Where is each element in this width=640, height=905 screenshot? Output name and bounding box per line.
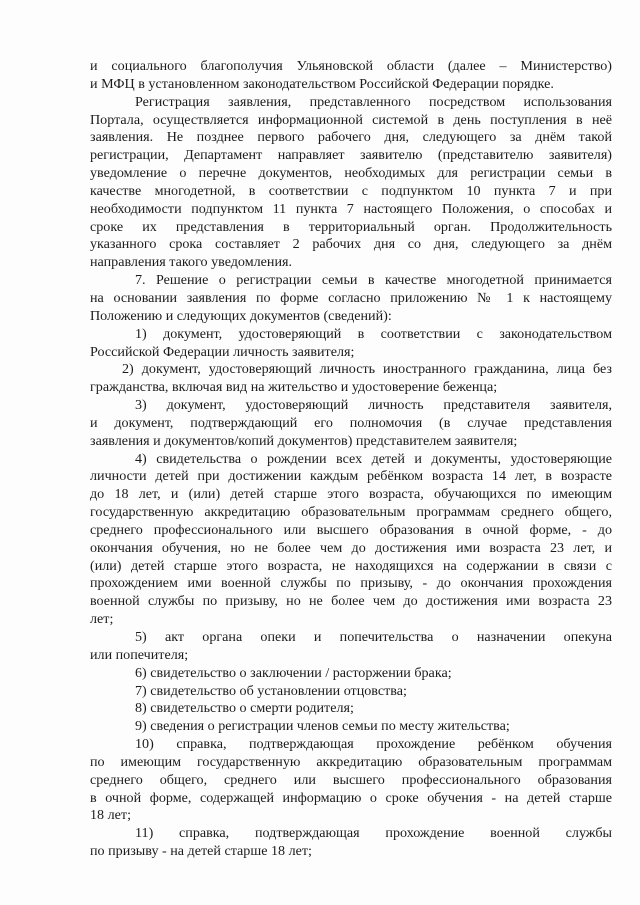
- text-line: уведомление о перечне документов, необходимых для регистрации семьи в: [90, 165, 612, 182]
- text-line: по призыву - на детей старше 18 лет;: [90, 843, 312, 860]
- text-line: среднего профессионального или высшего образования в очной форме, - до: [90, 521, 612, 538]
- paragraph: [90, 700, 612, 718]
- text-line: 7) свидетельство об установлении отцовства;: [135, 682, 407, 699]
- text-line: до 18 лет, и (или) детей старше этого возраста, обучающихся по имеющим: [90, 486, 612, 503]
- text-line: и социального благополучия Ульяновской области (далее – Министерство): [90, 58, 612, 74]
- paragraph: [90, 629, 612, 665]
- text-line: 3) документ, удостоверяющий личность представителя заявителя,: [135, 397, 612, 414]
- text-line: необходимости подпунктом 11 пункта 7 настоящего Положения, о способах и: [90, 200, 612, 217]
- text-line: 6) свидетельство о заключении / расторжении брака;: [135, 664, 452, 681]
- text-line: Портала, осуществляется информационной системой в день поступления в неё: [90, 111, 612, 128]
- paragraph: [90, 736, 612, 825]
- text-line: военной службы по призыву, но не более чем до достижения ими возраста 23: [90, 593, 612, 610]
- text-line: государственную аккредитацию образовательным программам среднего общего,: [90, 504, 612, 521]
- text-line: указанного срока составляет 2 рабочих дня со дня, следующего за днём: [90, 236, 612, 253]
- text-line: лет;: [90, 611, 114, 628]
- paragraph: [90, 683, 612, 701]
- paragraph: [90, 361, 612, 397]
- text-line: личности детей при достижении каждым ребёнком возраста 14 лет, в возрасте: [90, 468, 612, 485]
- text-line: 2) документ, удостоверяющий личность иностранного гражданина, лица без: [122, 361, 612, 378]
- text-line: направления такого уведомления.: [90, 254, 293, 271]
- text-line: 8) свидетельство о смерти родителя;: [135, 700, 354, 717]
- text-line: 4) свидетельства о рождении всех детей и документы, удостоверяющие: [135, 450, 612, 467]
- text-line: 5) акт органа опеки и попечительства о назначении опекуна: [135, 629, 612, 645]
- text-line: Положению и следующих документов (сведений):: [90, 307, 392, 324]
- text-line: (или) детей старше этого возраста, не находящихся на содержании в связи с: [90, 557, 612, 574]
- text-line: Регистрация заявления, представленного посредством использования: [135, 93, 612, 110]
- text-line: 9) сведения о регистрации членов семьи по месту жительства;: [135, 718, 510, 735]
- paragraph: [90, 825, 612, 861]
- text-line: 10) справка, подтверждающая прохождение ребёнком обучения: [135, 736, 612, 753]
- text-line: 1) документ, удостоверяющий в соответствии с законодательством: [135, 325, 612, 342]
- paragraph: [90, 718, 612, 736]
- paragraph: [90, 58, 612, 94]
- paragraph: [90, 451, 612, 629]
- paragraph: [90, 397, 612, 451]
- text-line: в очной форме, содержащей информацию о сроке обучения - на детей старше: [90, 789, 612, 806]
- text-line: сроке их представления в территориальный орган. Продолжительность: [90, 218, 612, 235]
- text-line: 18 лет;: [90, 807, 131, 824]
- paragraph: [90, 665, 612, 683]
- text-line: и документ, подтверждающий его полномочия (в случае представления: [90, 414, 612, 431]
- text-line: на основании заявления по форме согласно приложению № 1 к настоящему: [90, 289, 612, 306]
- text-line: прохождением ими военной службы по призыву, - до окончания прохождения: [90, 575, 612, 592]
- text-line: 11) справка, подтверждающая прохождение военной службы: [135, 825, 612, 842]
- text-line: 7. Решение о регистрации семьи в качестве многодетной принимается: [135, 272, 612, 289]
- text-line: качестве многодетной, в соответствии с подпунктом 10 пункта 7 и при: [90, 182, 612, 199]
- text-line: окончания обучения, но не более чем до достижения ими возраста 23 лет, и: [90, 539, 612, 556]
- text-line: заявления. Не позднее первого рабочего дня, следующего за днём такой: [90, 129, 612, 146]
- text-line: по имеющим государственную аккредитацию образовательным программам: [90, 753, 612, 770]
- paragraph: [90, 94, 612, 272]
- text-line: регистрации, Департамент направляет заявителю (представителю заявителя): [90, 147, 612, 164]
- text-line: или попечителя;: [90, 646, 189, 663]
- text-line: среднего общего, среднего или высшего профессионального образования: [90, 771, 612, 788]
- paragraph: [90, 272, 612, 326]
- text-line: заявления и документов/копий документов) представителем заявителя;: [90, 432, 518, 449]
- text-line: Российской Федерации личность заявителя;: [90, 343, 355, 360]
- text-line: и МФЦ в установленном законодательством Российской Федерации порядке.: [90, 75, 554, 92]
- paragraph: [90, 326, 612, 362]
- document-body: [90, 58, 612, 861]
- text-line: гражданства, включая вид на жительство и удостоверение беженца;: [90, 379, 498, 396]
